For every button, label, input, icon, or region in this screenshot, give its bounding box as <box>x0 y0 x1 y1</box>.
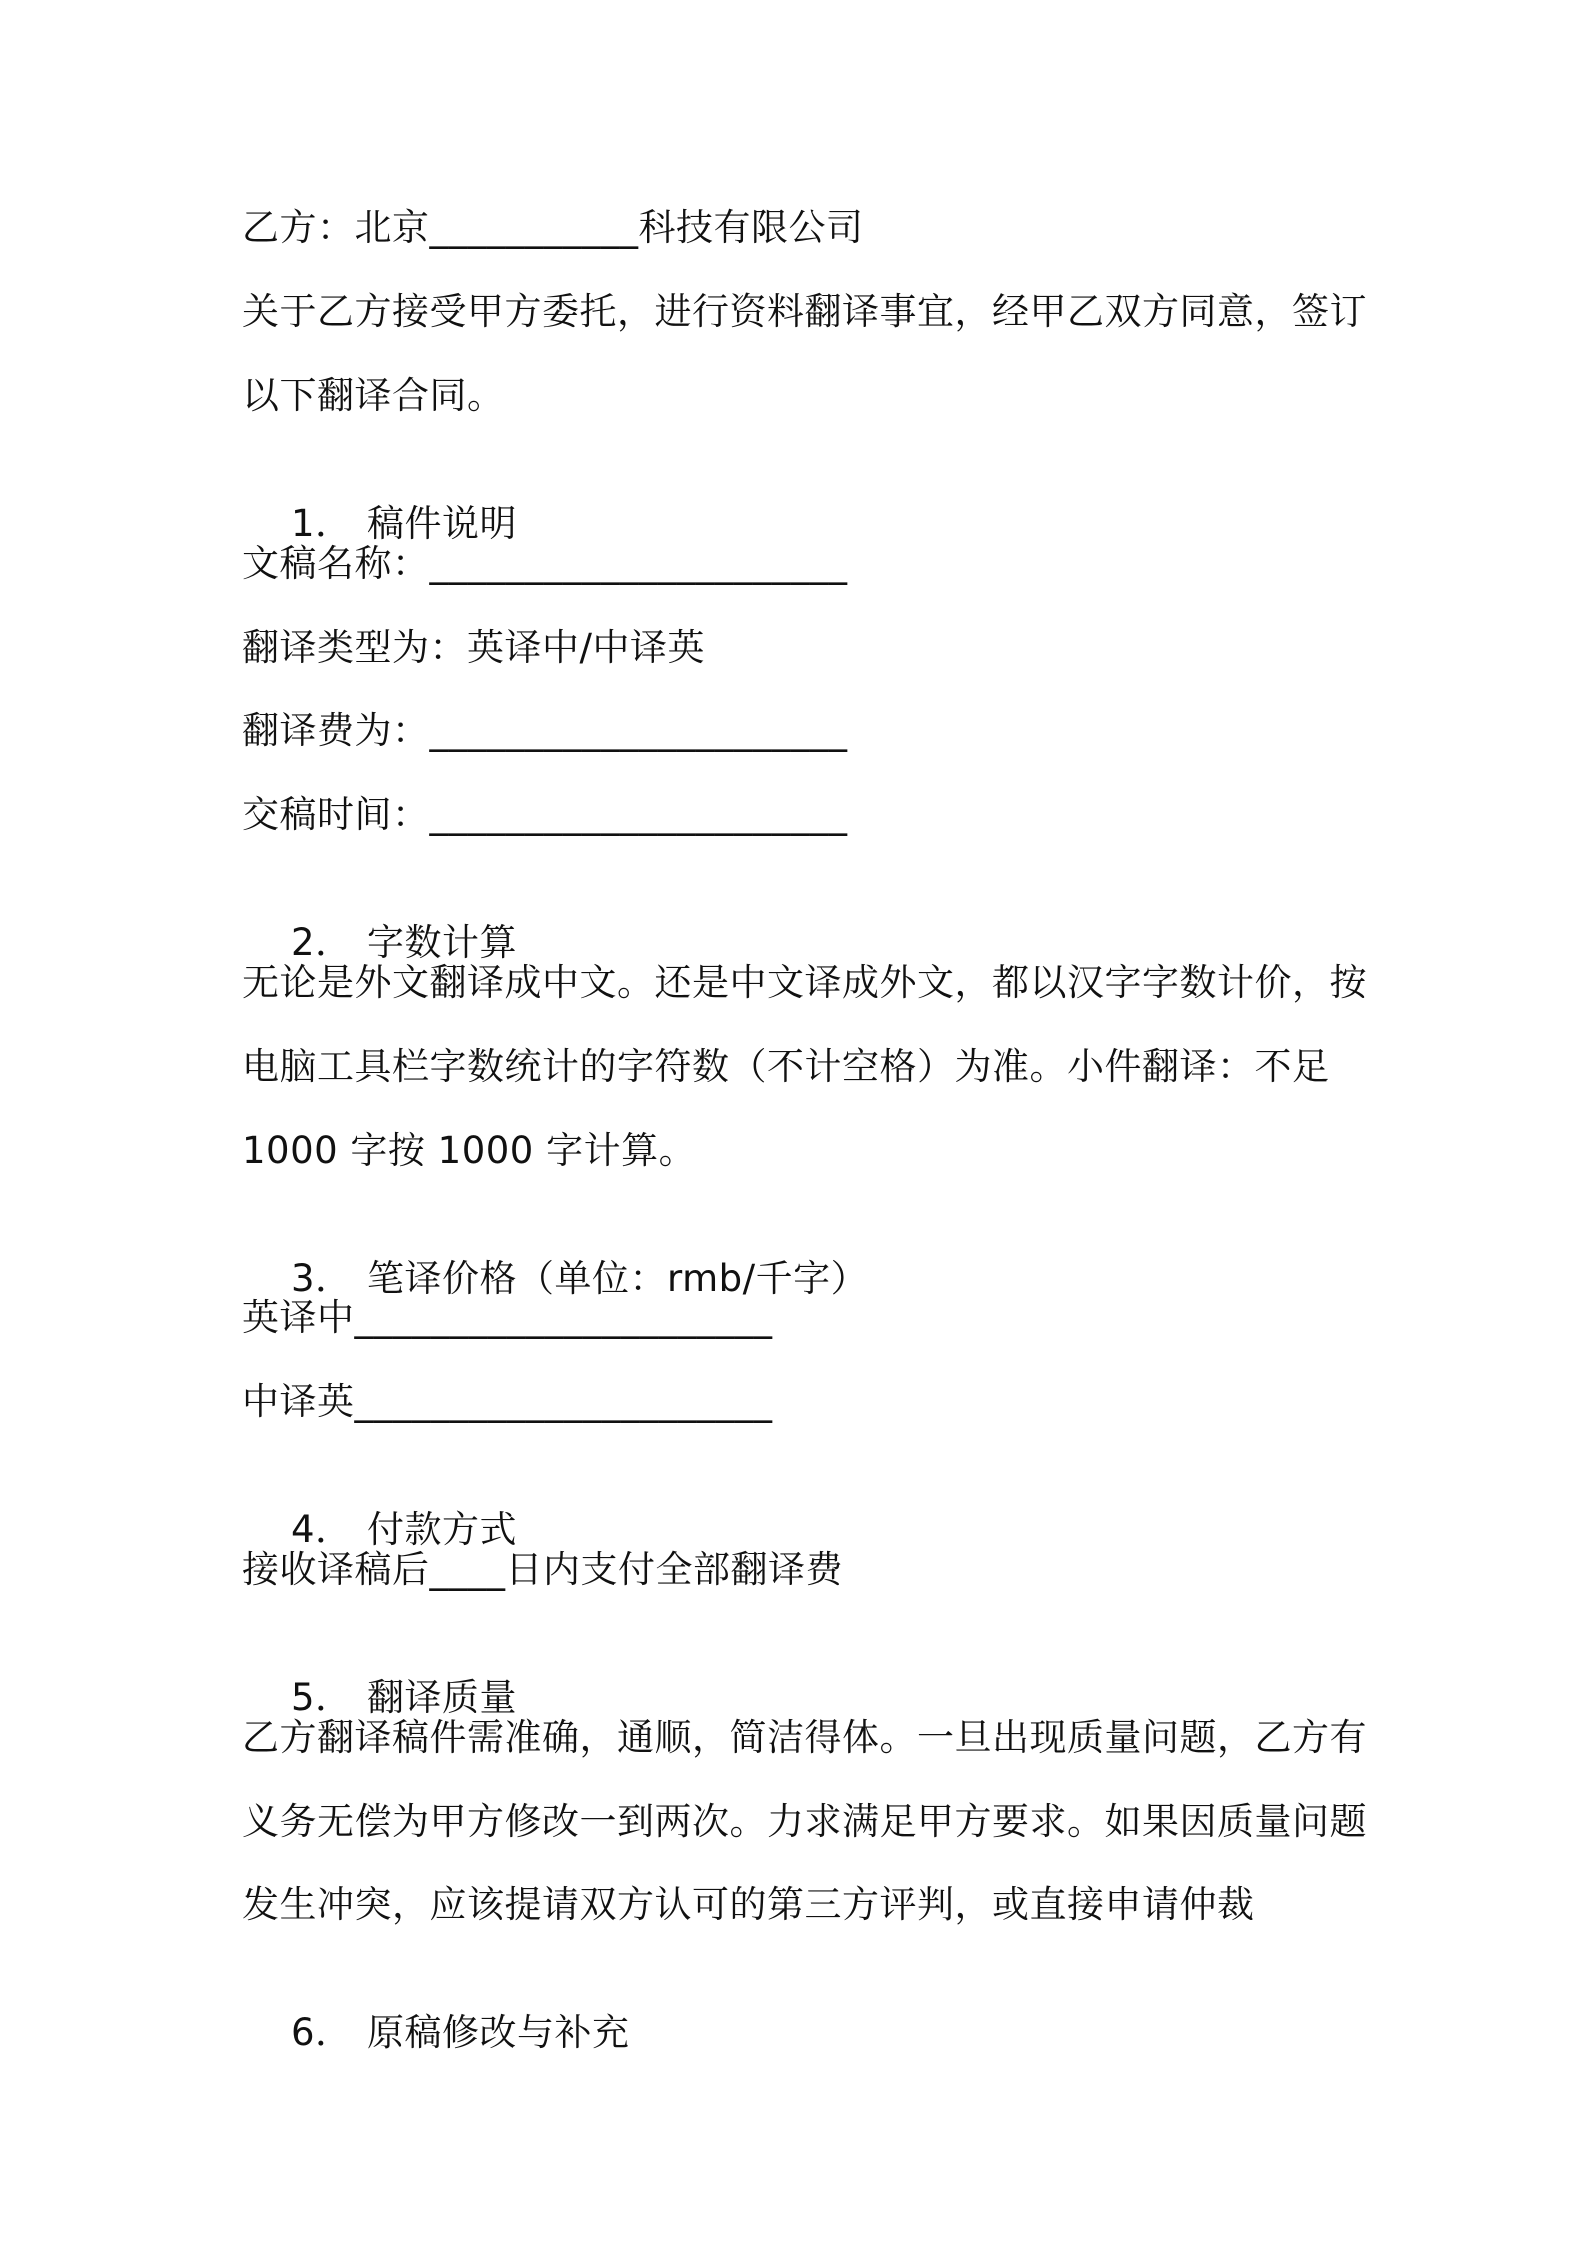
translation-fee-field: 翻译费为：______________________ <box>242 709 848 752</box>
section-number: 4． <box>291 1508 353 1551</box>
word-count-paragraph-line-1: 无论是外文翻译成中文。还是中文译成外文，都以汉字字数计价，按 <box>242 961 1367 1004</box>
quality-paragraph-line-2: 义务无偿为甲方修改一到两次。力求满足甲方要求。如果因质量问题 <box>242 1800 1367 1843</box>
quality-paragraph-line-3: 发生冲突，应该提请双方认可的第三方评判，或直接申请仲裁 <box>242 1883 1255 1926</box>
section-number: 2． <box>291 921 353 964</box>
word-count-paragraph-line-3: 1000 字按 1000 字计算。 <box>242 1129 697 1172</box>
manuscript-name-field: 文稿名称：______________________ <box>242 542 848 585</box>
section-heading-6 <box>242 1967 1362 2099</box>
section-number: 3． <box>291 1257 353 1300</box>
section-title: 付款方式 <box>367 1508 518 1551</box>
section-number: 1． <box>291 502 353 545</box>
translation-type-line: 翻译类型为：英译中/中译英 <box>242 626 705 669</box>
section-title: 字数计算 <box>367 921 518 964</box>
intro-paragraph-line-1: 关于乙方接受甲方委托，进行资料翻译事宜，经甲乙双方同意，签订 <box>242 290 1367 333</box>
section-number: 6． <box>291 2011 353 2054</box>
section-title: 稿件说明 <box>367 502 518 545</box>
en-to-zh-price-field: 英译中______________________ <box>242 1296 773 1339</box>
zh-to-en-price-field: 中译英______________________ <box>242 1380 773 1423</box>
payment-terms-line: 接收译稿后____日内支付全部翻译费 <box>242 1548 843 1591</box>
party-b-line: 乙方：北京___________科技有限公司 <box>242 206 864 249</box>
section-title: 笔译价格（单位：rmb/千字） <box>367 1257 869 1300</box>
word-count-paragraph-line-2: 电脑工具栏字数统计的字符数（不计空格）为准。小件翻译：不足 <box>242 1045 1330 1088</box>
section-title: 翻译质量 <box>367 1676 518 1719</box>
intro-paragraph-line-2: 以下翻译合同。 <box>242 374 505 417</box>
section-title: 原稿修改与补充 <box>367 2011 630 2054</box>
section-number: 5． <box>291 1676 353 1719</box>
delivery-time-field: 交稿时间：______________________ <box>242 793 848 836</box>
quality-paragraph-line-1: 乙方翻译稿件需准确，通顺，简洁得体。一旦出现质量问题，乙方有 <box>242 1716 1367 1759</box>
